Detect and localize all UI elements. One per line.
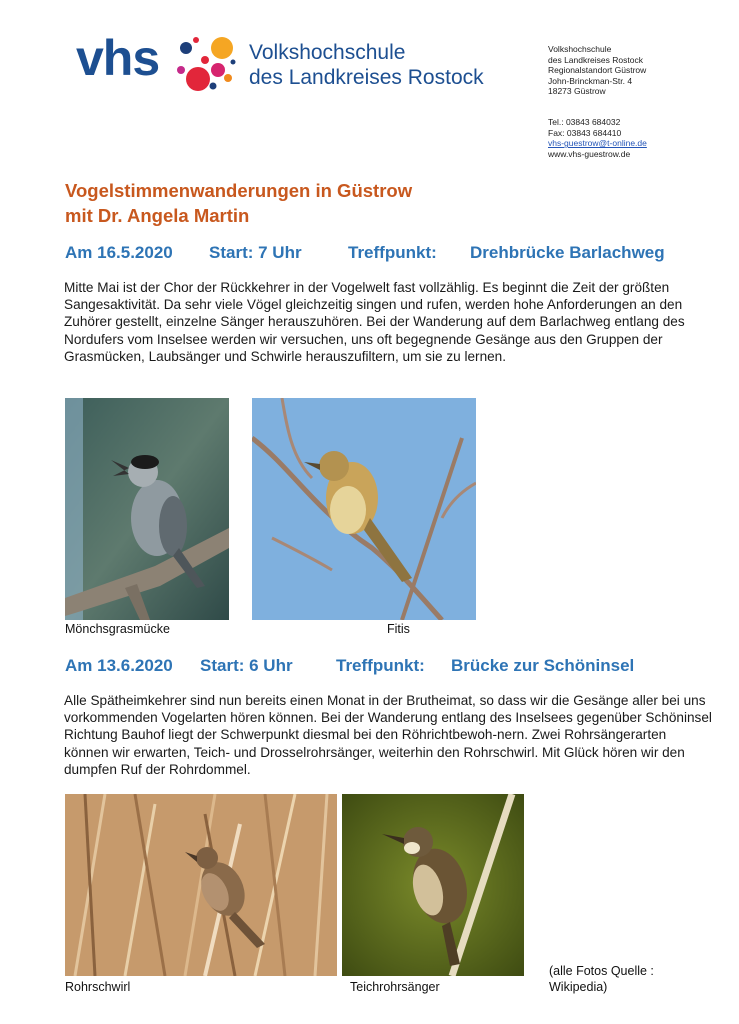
org-name-line2: des Landkreises Rostock	[249, 66, 484, 89]
photo-caption: Mönchsgrasmücke	[65, 622, 170, 636]
willow-warbler-photo	[252, 398, 476, 620]
reed-warbler-photo	[342, 794, 524, 976]
event1-date: Am 16.5.2020	[65, 243, 173, 262]
title-line2: mit Dr. Angela Martin	[65, 205, 250, 226]
photo-credit-line2: Wikipedia)	[549, 980, 608, 994]
page-title	[65, 178, 412, 228]
contact-web: www.vhs-guestrow.de	[548, 148, 631, 159]
photo-caption: Rohrschwirl	[65, 980, 131, 994]
photo-caption: Teichrohrsänger	[350, 980, 440, 994]
contact-email-link[interactable]: vhs-guestrow@t-online.de	[548, 138, 647, 149]
vhs-logo-dots-icon	[176, 34, 238, 94]
event2-meeting-place: Brücke zur Schöninsel	[451, 656, 635, 675]
contact-line: 18273 Güstrow	[548, 86, 606, 97]
contact-tel: Tel.: 03843 684032	[548, 116, 621, 127]
savis-warbler-photo	[65, 794, 337, 976]
event1-meeting-label: Treffpunkt:	[348, 243, 437, 262]
event2-description: Alle Spätheimkehrer sind nun bereits einen Monat in der Brutheimat, so dass wir die Gesänge aller bei uns vorkommenden Vogelarten hören können. Bei der Wanderung entlang des Inselsees gegenüber Schöninsel Richtung Bauhof liegt der Schwerpunkt diesmal bei den Röhrichtbewoh-nern. Zwei Rohrsängerarten können wir erwarten, Teich- und Drosselrohrsänger, weiterhin den Rohrschwirl. Mit Glück hören wir den dumpfen Ruf der Rohrdommel.	[64, 693, 712, 777]
org-name-line1: Volkshochschule	[249, 41, 406, 64]
event1-start: Start: 7 Uhr	[209, 243, 302, 262]
contact-fax: Fax: 03843 684410	[548, 127, 622, 138]
photo-caption: Fitis	[387, 622, 410, 636]
event1-description: Mitte Mai ist der Chor der Rückkehrer in der Vogelwelt fast vollzählig. Es beginnt die Zeit der größten Sangesaktivität. Da sehr viele Vögel gleichzeitig singen und rufen, werden hohe Anforderungen an den Zuhörer gestellt, einzelne Sänger herauszuhören. Bei der Wanderung auf dem Barlachweg entlang des Nordufers vom Inselsee werden wir versuchen, uns oft begegnende Gesänge aus den Gruppen der Grasmücken, Laubsänger und Schwirle herauszufiltern, um sie zu lernen.	[64, 280, 685, 364]
contact-line: John-Brinckman-Str. 4	[548, 75, 633, 86]
contact-line: Volkshochschule	[548, 44, 612, 54]
photo-credit	[549, 963, 654, 995]
title-line1: Vogelstimmenwanderungen in Güstrow	[65, 180, 413, 201]
event1-meeting-place: Drehbrücke Barlachweg	[470, 243, 665, 262]
contact-line: des Landkreises Rostock	[548, 54, 643, 65]
blackcap-bird-photo	[65, 398, 229, 620]
event2-meeting-label: Treffpunkt:	[336, 656, 425, 675]
organization-name	[249, 40, 484, 90]
event2-start: Start: 6 Uhr	[200, 656, 293, 675]
contact-block	[548, 44, 647, 159]
contact-line: Regionalstandort Güstrow	[548, 65, 647, 76]
event2-date: Am 13.6.2020	[65, 656, 173, 675]
photo-credit-line1: (alle Fotos Quelle :	[549, 964, 654, 978]
vhs-logo-text: vhs	[76, 30, 160, 86]
